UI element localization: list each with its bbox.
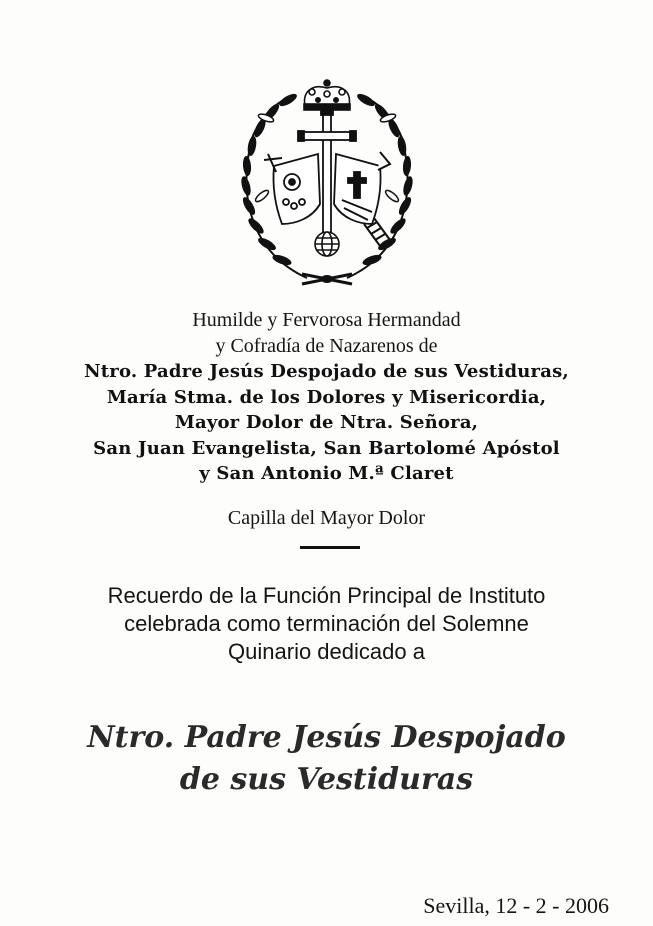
- place-date: Sevilla, 12 - 2 - 2006: [423, 893, 609, 918]
- divider: [300, 546, 360, 549]
- memorial-line-1: Recuerdo de la Función Principal de Instituto: [107, 583, 546, 608]
- memorial-text: [0, 582, 653, 666]
- brotherhood-line-2: y Cofradía de Nazarenos de: [215, 334, 438, 357]
- dedication-line-1: Ntro. Padre Jesús Despojado: [87, 720, 566, 755]
- brotherhood-line-5: Mayor Dolor de Ntra. Señora,: [174, 412, 479, 433]
- memorial-line-3: Quinario dedicado a: [228, 639, 425, 664]
- chapel-name: Capilla del Mayor Dolor: [227, 507, 426, 529]
- dedication-line-2: de sus Vestiduras: [179, 762, 474, 797]
- brotherhood-line-6: San Juan Evangelista, San Bartolomé Apóstol: [93, 437, 560, 459]
- brotherhood-line-7: y San Antonio M.ª Claret: [199, 463, 454, 484]
- brotherhood-line-1: Humilde y Fervorosa Hermandad: [192, 309, 461, 331]
- brotherhood-line-4: María Stma. de los Dolores y Misericordia,: [106, 386, 547, 408]
- brotherhood-coat-of-arms-icon: [232, 78, 422, 288]
- brotherhood-name: [0, 308, 653, 487]
- brotherhood-line-3: Ntro. Padre Jesús Despojado de sus Vestiduras,: [84, 361, 569, 382]
- dedication-title: [0, 717, 653, 801]
- memorial-line-2: celebrada como terminación del Solemne: [124, 611, 529, 636]
